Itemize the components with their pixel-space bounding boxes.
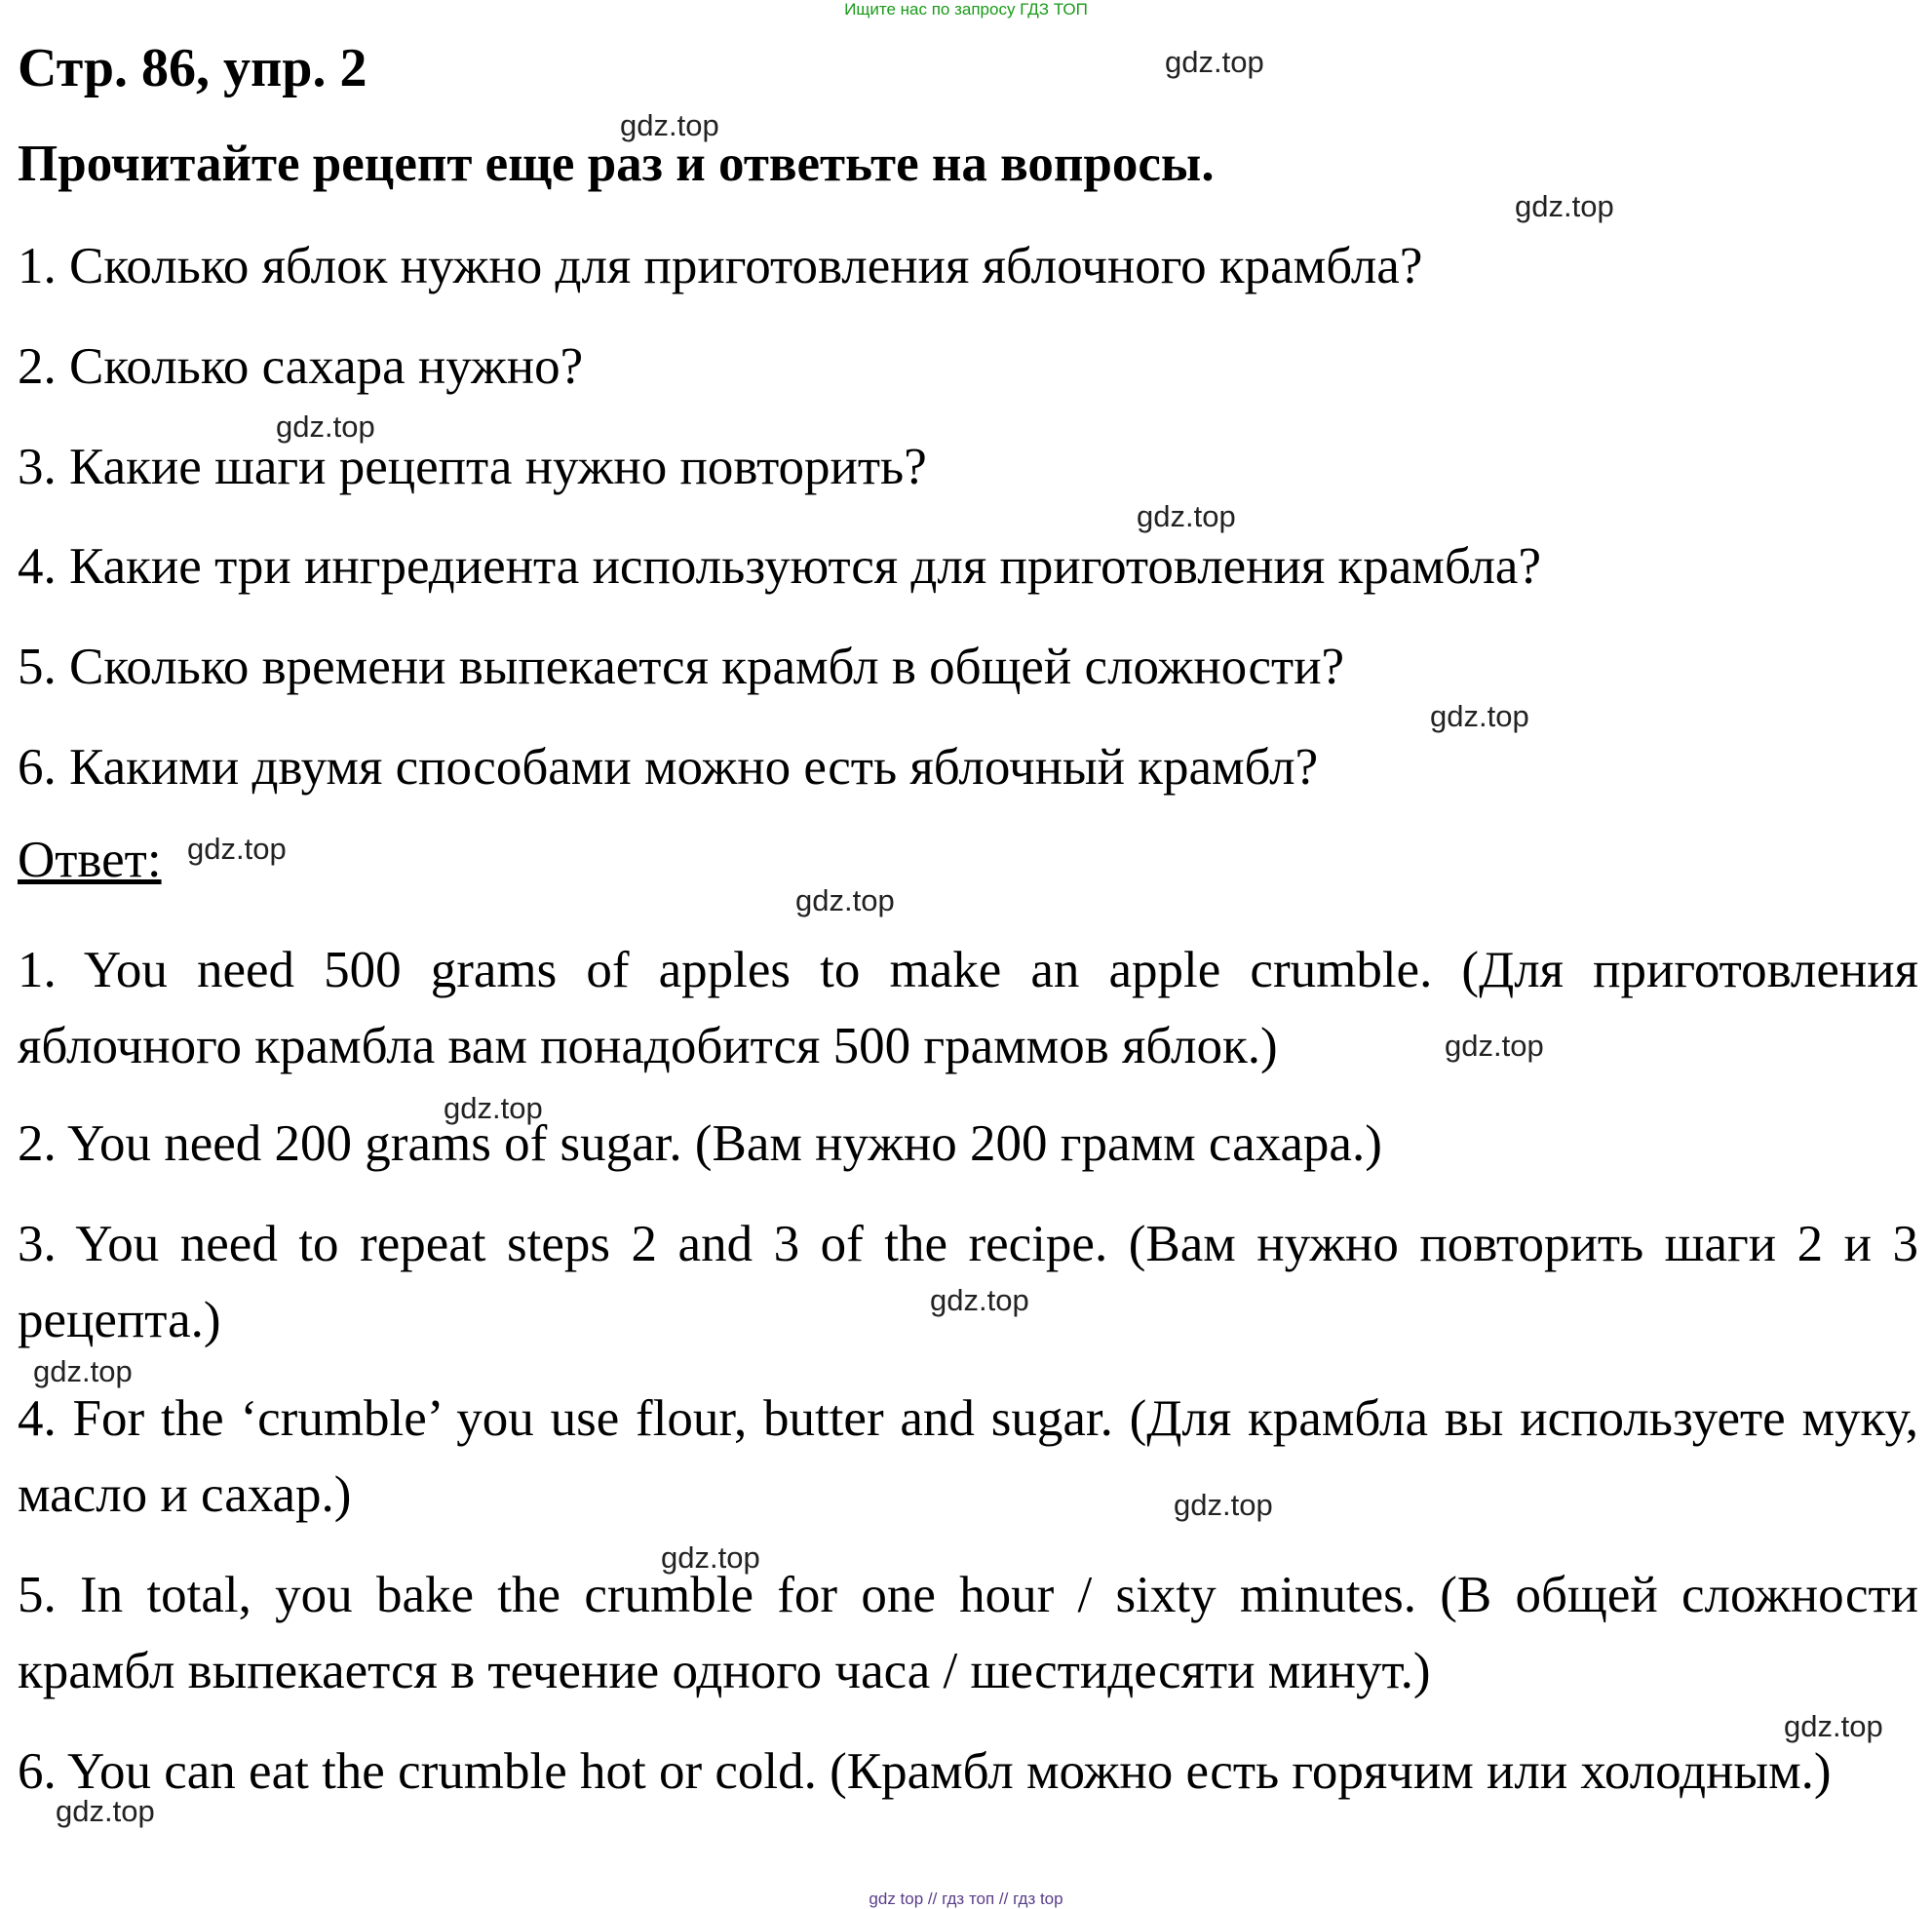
question-4: 4. Какие три ингредиента используются для приготовления крамбла? xyxy=(18,538,1541,595)
watermark: gdz.top xyxy=(1165,45,1264,79)
answer-label: Ответ: xyxy=(18,832,162,888)
watermark: gdz.top xyxy=(620,108,719,142)
answer-4: 4. For the ‘crumble’ you use flour, butter and sugar. (Для крамбла вы используете муку, масло и сахар.) xyxy=(18,1390,1918,1523)
watermark: gdz.top xyxy=(33,1354,133,1388)
watermark: gdz.top xyxy=(1784,1709,1883,1743)
answer-6: 6. You can eat the crumble hot or cold. (Крамбл можно есть горячим или холодным.) xyxy=(18,1743,1832,1800)
question-3: 3. Какие шаги рецепта нужно повторить? xyxy=(18,439,927,495)
watermark: gdz.top xyxy=(1174,1488,1273,1522)
watermark: gdz.top xyxy=(444,1091,543,1125)
question-5: 5. Сколько времени выпекается крамбл в общей сложности? xyxy=(18,639,1345,695)
question-2: 2. Сколько сахара нужно? xyxy=(18,338,584,395)
watermark: gdz.top xyxy=(1137,499,1236,533)
watermark: gdz.top xyxy=(795,883,895,917)
watermark: gdz.top xyxy=(1445,1029,1544,1063)
watermark: gdz.top xyxy=(661,1540,760,1575)
watermark: gdz.top xyxy=(930,1283,1029,1317)
watermark: gdz.top xyxy=(1430,699,1529,733)
answer-2: 2. You need 200 grams of sugar. (Вам нужно 200 грамм сахара.) xyxy=(18,1115,1382,1172)
watermark: gdz.top xyxy=(1515,189,1614,223)
watermark: gdz.top xyxy=(187,832,287,866)
page-title: Стр. 86, упр. 2 xyxy=(18,38,367,98)
watermark: gdz.top xyxy=(56,1794,155,1828)
top-banner-link[interactable]: Ищите нас по запросу ГДЗ ТОП xyxy=(844,0,1088,19)
answer-1: 1. You need 500 grams of apples to make an apple crumble. (Для приготовления яблочного крамбла вам понадобится 500 граммов яблок.) xyxy=(18,942,1918,1074)
question-6: 6. Какими двумя способами можно есть яблочный крамбл? xyxy=(18,739,1319,796)
answer-5: 5. In total, you bake the crumble for one hour / sixty minutes. (В общей сложности крамбл выпекается в течение одного часа / шестидесяти минут.) xyxy=(18,1567,1918,1699)
question-1: 1. Сколько яблок нужно для приготовления яблочного крамбла? xyxy=(18,238,1423,294)
footer-links[interactable]: gdz top // гдз топ // гдз top xyxy=(869,1890,1063,1908)
watermark: gdz.top xyxy=(276,409,375,444)
exercise-instruction: Прочитайте рецепт еще раз и ответьте на вопросы. xyxy=(18,136,1215,192)
answer-3: 3. You need to repeat steps 2 and 3 of the recipe. (Вам нужно повторить шаги 2 и 3 рецепта.) xyxy=(18,1216,1918,1348)
